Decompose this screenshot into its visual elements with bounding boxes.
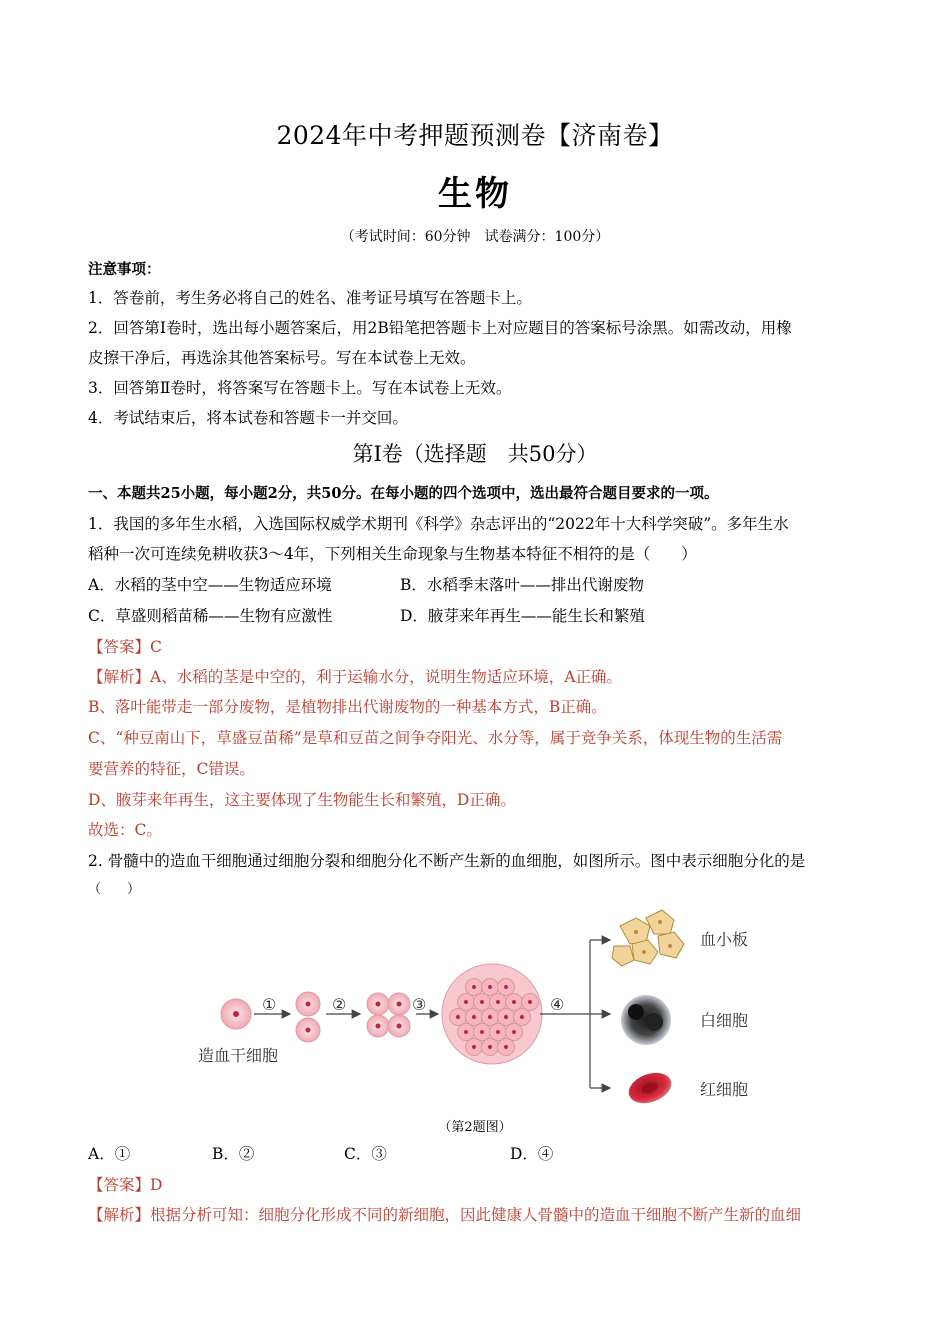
output-label-platelet: 血小板 [700, 930, 749, 949]
q2-answer: 【答案】D [88, 1176, 163, 1194]
q1-option-b: B．水稻季末落叶——排出代谢废物 [400, 576, 644, 594]
output-label-white-cell: 白细胞 [700, 1011, 749, 1030]
q1-option-d: D．腋芽来年再生——能生长和繁殖 [400, 607, 645, 625]
q1-analysis: 【解析】A、水稻的茎是中空的，利于运输水分，说明生物适应环境，A正确。 [88, 668, 622, 686]
q2-option-b: B．② [212, 1145, 255, 1163]
cell-cluster-icon [442, 964, 542, 1064]
white-blood-cell-icon [621, 995, 671, 1045]
q1-analysis: D、腋芽来年再生，这主要体现了生物能生长和繁殖，D正确。 [88, 791, 516, 809]
stem-cell-icon [221, 999, 251, 1029]
q1-analysis: 要营养的特征，C错误。 [88, 760, 255, 778]
q1-analysis: C、“种豆南山下，草盛豆苗稀”是草和豆苗之间争夺阳光、水分等，属于竞争关系，体现生物的生活需 [88, 729, 783, 747]
figure-caption: （第2题图） [438, 1120, 512, 1135]
q1-option-a: A．水稻的茎中空——生物适应环境 [88, 576, 332, 594]
step-label: ② [332, 995, 347, 1014]
note-item: 2．回答第Ⅰ卷时，选出每小题答案后，用2B铅笔把答题卡上对应题目的答案标号涂黑。如需改动，用橡 [88, 319, 792, 337]
q2-option-d: D．④ [510, 1145, 554, 1163]
red-blood-cell-icon [625, 1067, 676, 1108]
q2-stem: （ ） [88, 882, 141, 897]
q2-stem: 2. 骨髓中的造血干细胞通过细胞分裂和细胞分化不断产生新的血细胞，如图所示。图中表示细胞分化的是 [88, 852, 806, 870]
exam-info: （考试时间：60分钟 试卷满分：100分） [340, 229, 610, 245]
note-item: 皮擦干净后，再选涂其他答案标号。写在本试卷上无效。 [88, 349, 476, 367]
two-cells-icon [296, 992, 320, 1042]
note-item: 4．考试结束后，将本试卷和答题卡一并交回。 [88, 409, 408, 427]
step-label: ③ [412, 995, 427, 1014]
q1-analysis: B、落叶能带走一部分废物，是植物排出代谢废物的一种基本方式，B正确。 [88, 698, 607, 716]
section-instruction: 一、本题共25小题，每小题2分，共50分。在每小题的四个选项中，选出最符合题目要求的一项。 [88, 485, 719, 502]
q2-option-c: C．③ [344, 1145, 387, 1163]
section-title: 第Ⅰ卷（选择题 共50分） [352, 442, 598, 466]
output-label-red-cell: 红细胞 [700, 1080, 749, 1099]
notes-heading: 注意事项： [88, 261, 161, 278]
platelet-icon [612, 910, 684, 966]
q1-analysis: 故选：C。 [88, 821, 162, 839]
q1-stem: 稻种一次可连续免耕收获3～4年，下列相关生命现象与生物基本特征不相符的是（ ） [88, 545, 697, 563]
stem-cell-label: 造血干细胞 [198, 1046, 279, 1065]
exam-title: 2024年中考押题预测卷【济南卷】 [276, 121, 674, 150]
note-item: 3．回答第Ⅱ卷时，将答案写在答题卡上。写在本试卷上无效。 [88, 379, 512, 397]
q2-option-a: A．① [88, 1145, 131, 1163]
q2-analysis: 【解析】根据分析可知：细胞分化形成不同的新细胞，因此健康人骨髓中的造血干细胞不断产生新的血细 [88, 1206, 802, 1224]
q1-stem: 1．我国的多年生水稻，入选国际权威学术期刊《科学》杂志评出的“2022年十大科学突破”。多年生水 [88, 515, 789, 533]
q1-option-c: C．草盛则稻苗稀——生物有应激性 [88, 607, 333, 625]
step-label: ④ [550, 995, 565, 1014]
subject-title: 生物 [438, 174, 512, 214]
q1-answer: 【答案】C [88, 638, 162, 656]
note-item: 1．答卷前，考生务必将自己的姓名、准考证号填写在答题卡上。 [88, 289, 532, 307]
step-label: ① [262, 995, 277, 1014]
four-cells-icon [367, 993, 410, 1037]
blood-cell-differentiation-diagram [180, 900, 800, 1110]
